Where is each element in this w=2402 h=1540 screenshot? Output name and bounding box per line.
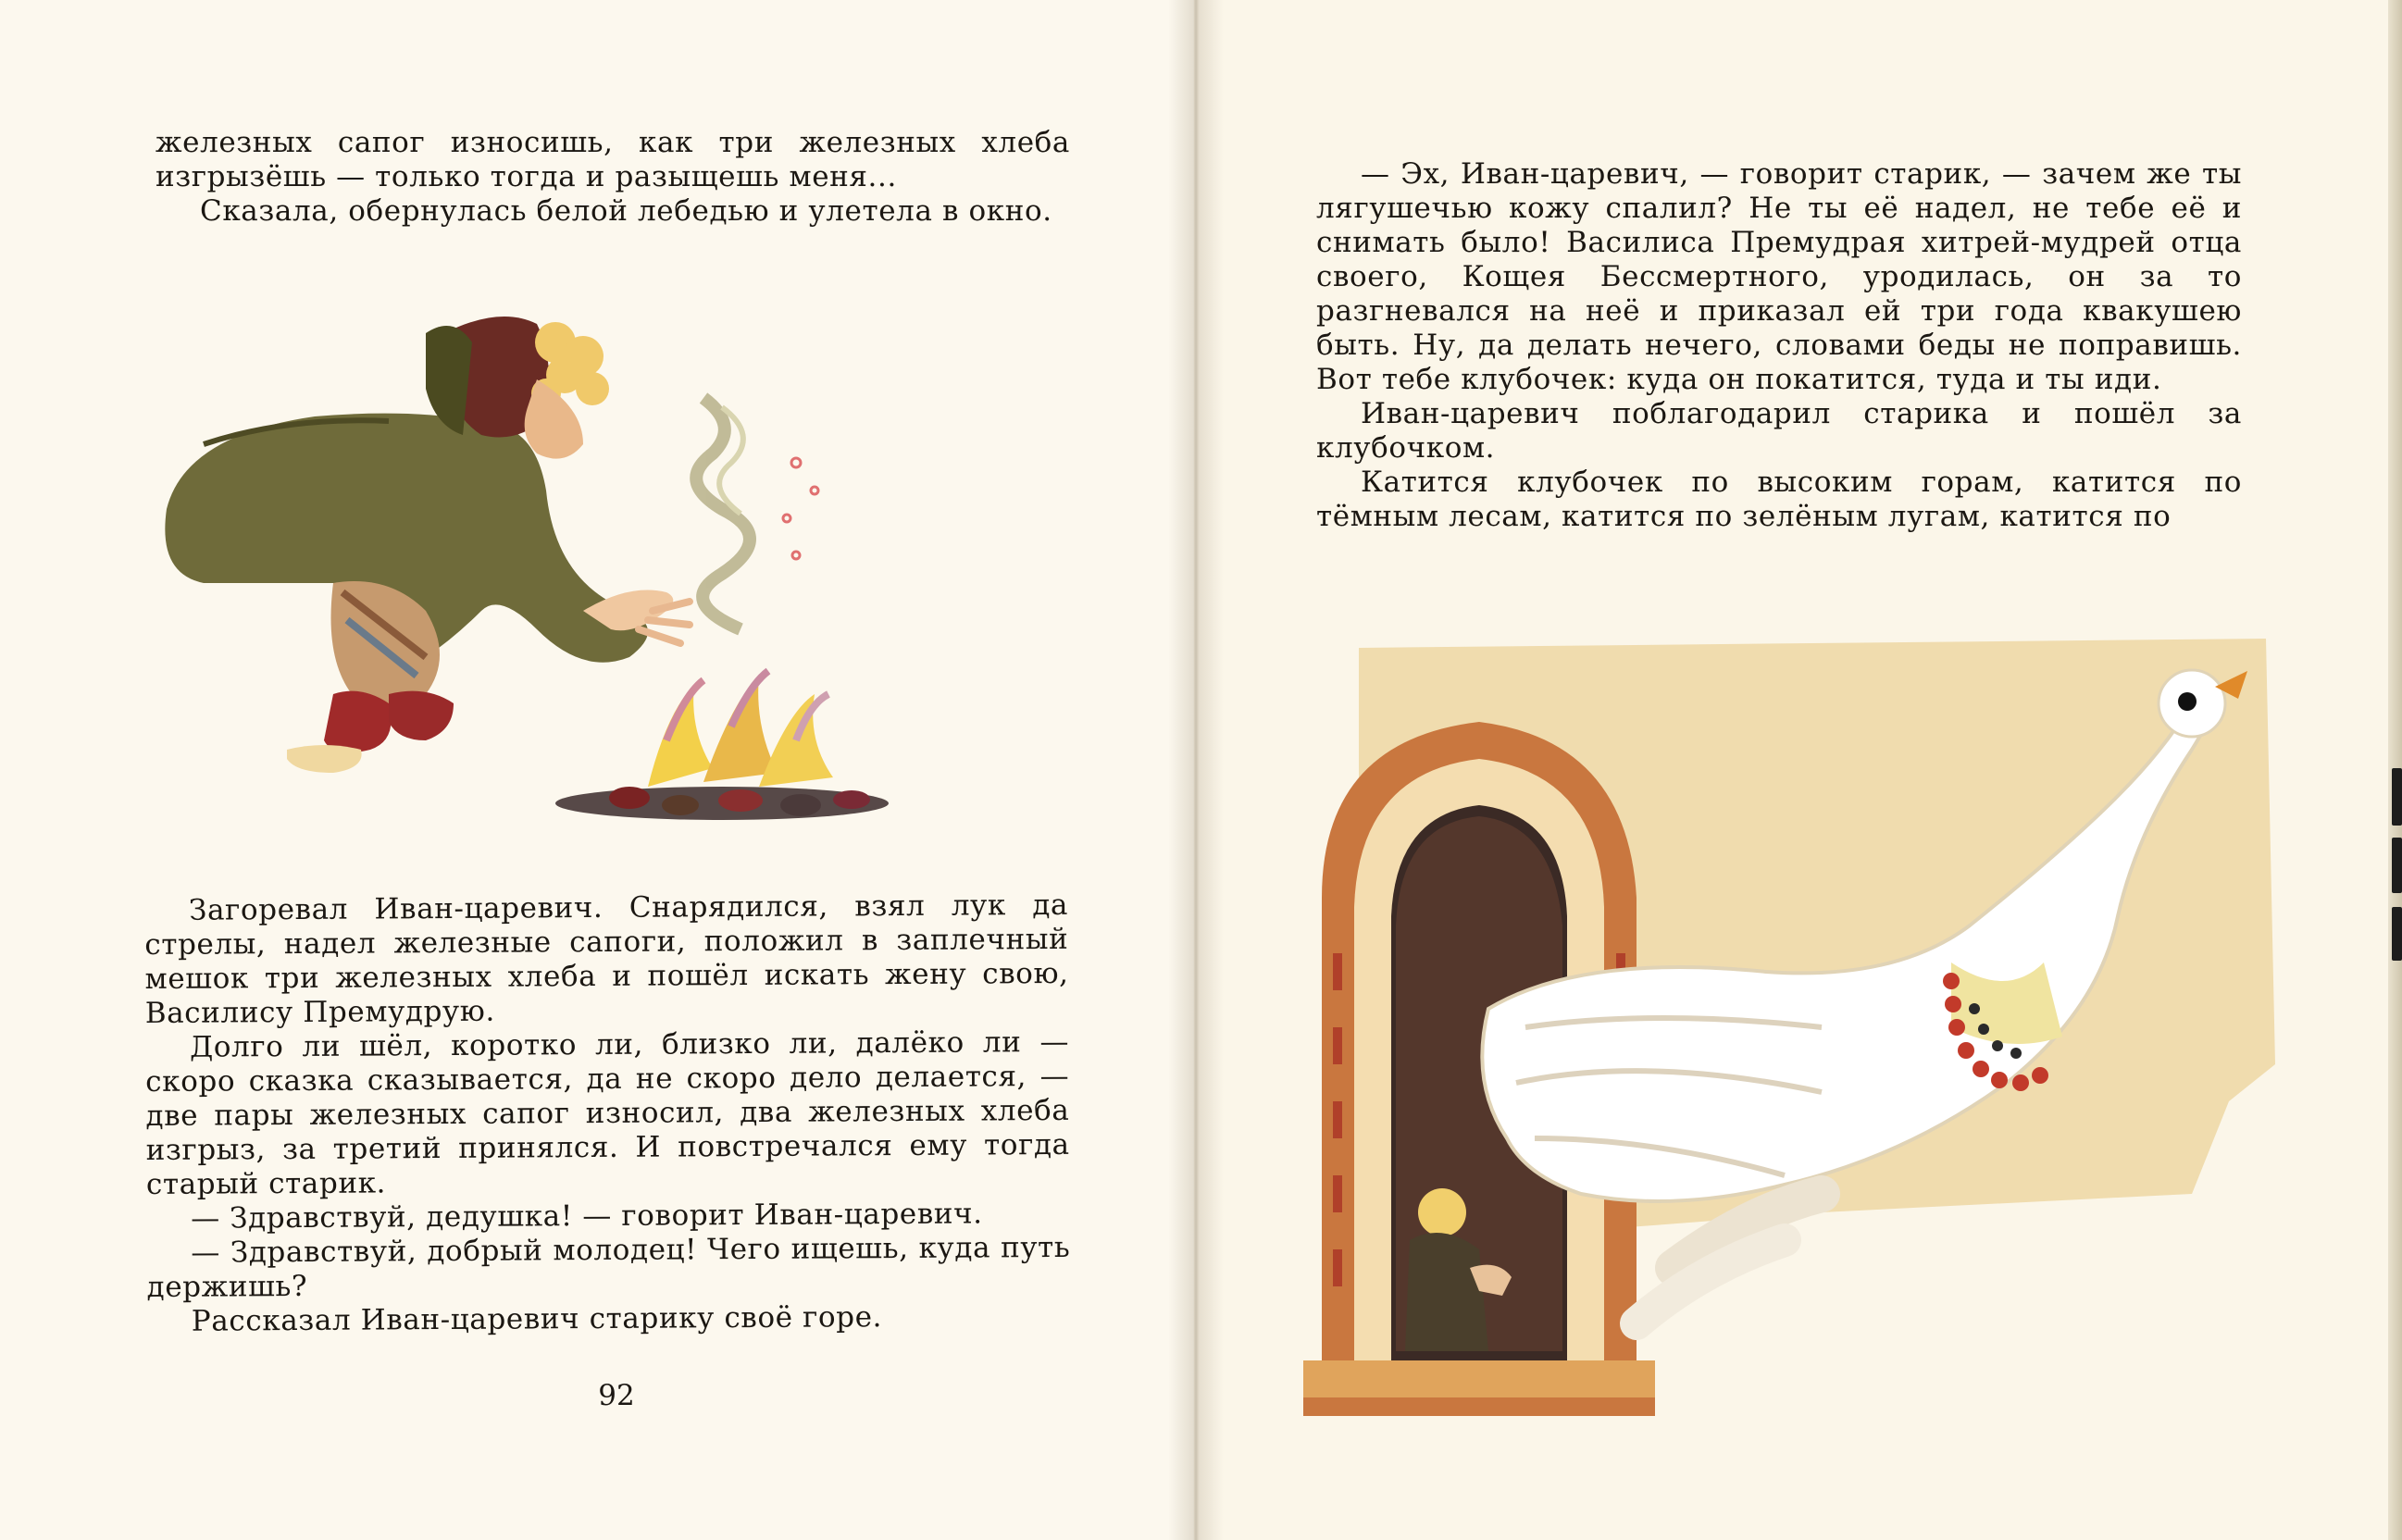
binding-tab [2392,838,2402,893]
flames [648,671,833,787]
paragraph: железных сапог износишь, как три железных хлеба изгрызёшь — только тогда и разыщешь меня... [156,126,1070,193]
sparks [783,458,818,559]
paragraph: — Здравствуй, дедушка! — говорит Иван-царевич. [191,1197,983,1236]
illustration-prince-burning-skin [148,305,1037,851]
left-bottom-text [144,888,1071,1339]
illustration-swan-window [1303,620,2284,1434]
embers [555,787,889,820]
paragraph: Сказала, обернулась белой лебедью и улетела в окно. [200,194,1052,228]
right-page [1194,0,2402,1540]
paragraph: Долго ли шёл, коротко ли, близко ли, далёко ли — скоро сказка сказывается, да не скоро дело делается, — две пары железных сапог износил, два железных хлеба изгрыз, за третий принялся. И повстречался ему тогда старый старик. [145,1025,1070,1201]
smoke [696,398,750,629]
paragraph: — Эх, Иван-царевич, — говорит старик, — зачем же ты лягушечью кожу спалил? Не ты её надел, не тебе её и снимать было! Василиса Премудрая хитрей-мудрей отца своего, Кощея Бессмертного, уродилась, он за то разгневался на неё и приказал ей три года квакушею быть. Ну, да делать нечего, словами беды не поправишь. Вот тебе клубочек: куда он покатится, туда и ты иди. [1316,157,2242,396]
prince-figure [165,317,690,773]
paragraph: Рассказал Иван-царевич старику своё горе. [191,1300,883,1338]
book-gutter [1168,0,1224,1540]
left-top-text [156,126,1070,229]
paragraph: Иван-царевич поблагодарил старика и пошёл за клубочком. [1316,397,2242,465]
binding-tab [2392,768,2402,826]
right-top-text [1316,157,2242,534]
paragraph: — Здравствуй, добрый молодец! Чего ищешь, куда путь держишь? [146,1230,1071,1304]
paragraph: Катится клубочек по высоким горам, катится по тёмным лесам, катится по зелёным лугам, катится по [1316,466,2242,533]
left-page [0,0,1194,1540]
page-number: 92 [598,1379,635,1412]
paragraph: Загоревал Иван-царевич. Снарядился, взял лук да стрелы, надел железные сапоги, положил в заплечный мешок три железных хлеба и пошёл искать жену свою, Василису Премудрую. [144,888,1069,1030]
binding-tab [2392,907,2402,961]
